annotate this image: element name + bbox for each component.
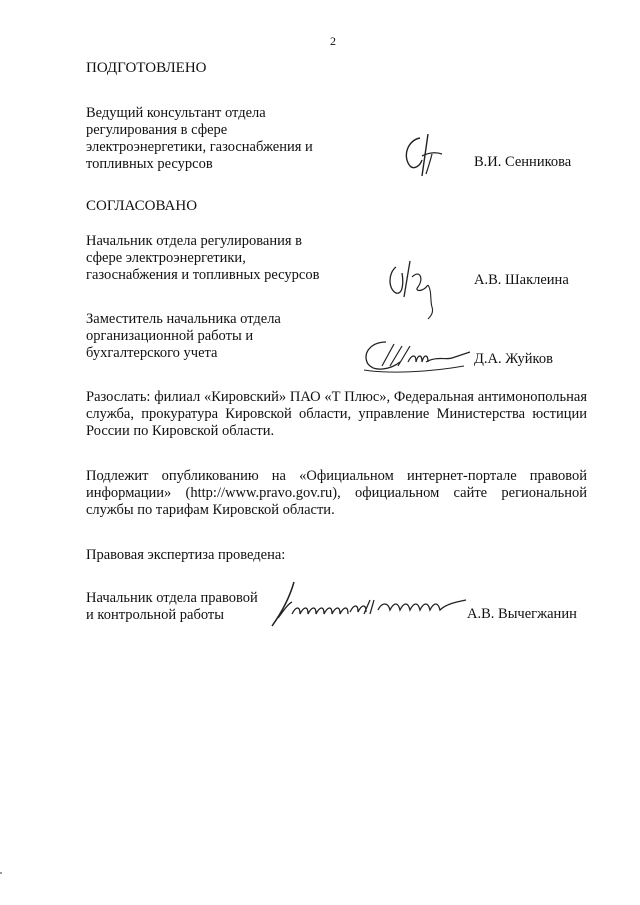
- distribution-text: Разослать: филиал «Кировский» ПАО «Т Плюс», Федеральная антимонопольная служба, прокуратура Кировской области, управление Министерства юстиции России по Кировской области.: [86, 389, 587, 439]
- agreed-position-line: Заместитель начальника отдела: [86, 311, 281, 327]
- agreed-position-line: сфере электроэнергетики,: [86, 250, 246, 266]
- signature-senikova: [398, 130, 448, 180]
- prepared-position-line: Ведущий консультант отдела: [86, 105, 266, 121]
- prepared-name: В.И. Сенникова: [474, 154, 572, 170]
- prepared-position: [86, 105, 313, 173]
- legal-review-statement: Правовая экспертиза проведена:: [86, 547, 286, 563]
- legal-review-position-line: Начальник отдела правовой: [86, 590, 258, 606]
- signature-shakleina: [384, 255, 444, 321]
- agreed-heading: СОГЛАСОВАНО: [86, 198, 198, 214]
- signature-zhuikov: [360, 336, 472, 378]
- publication-text: Подлежит опубликованию на «Официальном интернет-портале правовой информации» (http://www.pravo.gov.ru), официальном сайте региональной службы по тарифам Кировской области.: [86, 468, 587, 518]
- signature-vychegzhanin: [266, 580, 470, 632]
- scan-edge-mark: [0, 872, 2, 874]
- agreed-signer-1-name: А.В. Шаклеина: [474, 272, 569, 288]
- agreed-position-line: газоснабжения и топливных ресурсов: [86, 267, 320, 283]
- agreed-position-line: организационной работы и: [86, 328, 254, 344]
- agreed-signer-2-name: Д.А. Жуйков: [474, 351, 553, 367]
- page-number: 2: [330, 34, 336, 48]
- legal-review-position: [86, 590, 258, 624]
- agreed-signer-1-position: [86, 233, 319, 284]
- agreed-signer-2-position: [86, 311, 281, 362]
- prepared-position-line: электроэнергетики, газоснабжения и: [86, 139, 313, 155]
- prepared-heading: ПОДГОТОВЛЕНО: [86, 60, 207, 76]
- prepared-position-line: регулирования в сфере: [86, 122, 228, 138]
- agreed-position-line: бухгалтерского учета: [86, 345, 218, 361]
- prepared-position-line: топливных ресурсов: [86, 156, 213, 172]
- legal-review-name: А.В. Вычегжанин: [467, 606, 577, 622]
- agreed-position-line: Начальник отдела регулирования в: [86, 233, 303, 249]
- legal-review-position-line: и контрольной работы: [86, 607, 224, 623]
